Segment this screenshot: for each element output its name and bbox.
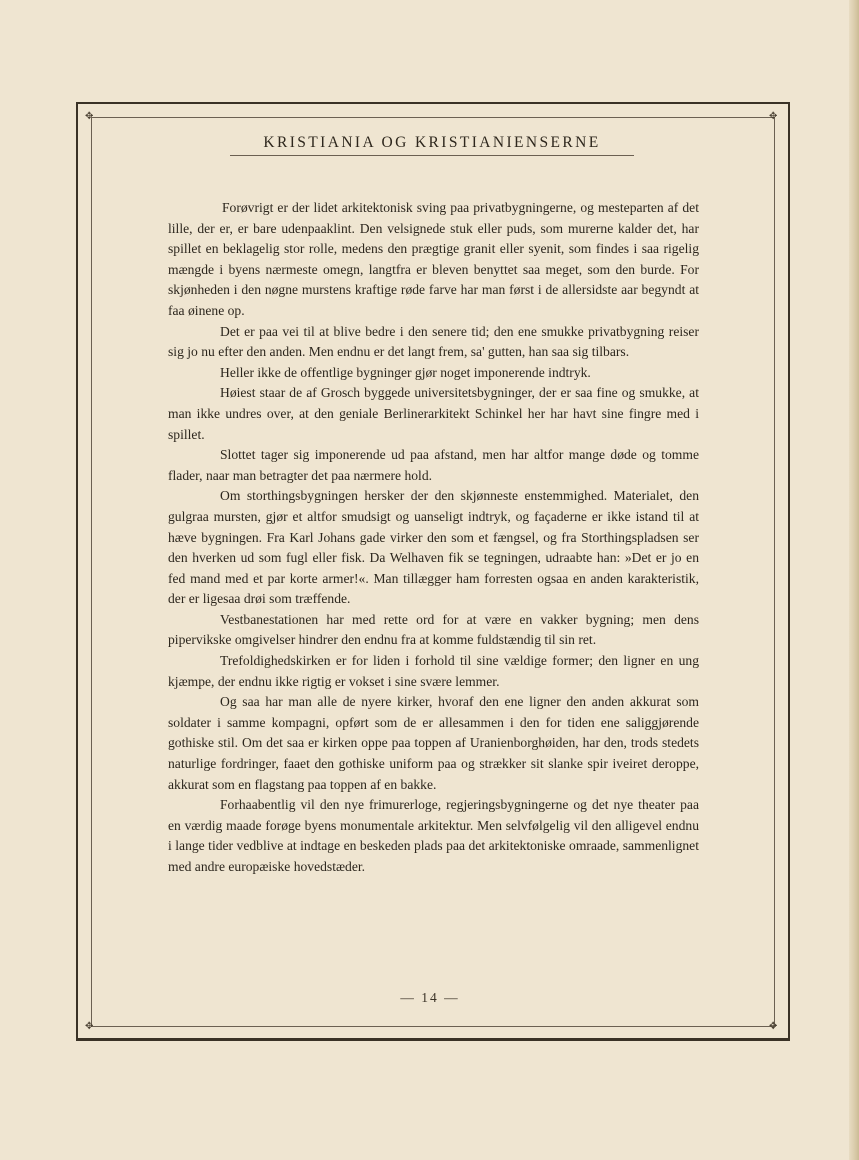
paragraph: Og saa har man alle de nyere kirker, hvoraf den ene ligner den anden akkurat som soldater i samme kompagni, opført som de er allesammen i den for tiden ene saliggjørende gothiske stil. Om det saa er kirken oppe paa toppen af Uranienborghøiden, har den, trods stedets naturlige fordringer, faaet den gothiske uniform paa og strækker sit slanke spir iveiret deroppe, akkurat som en flagstang paa toppen af en bakke. — [168, 694, 699, 792]
paragraph: Vestbanestationen har med rette ord for at være en vakker bygning; men dens pipervikske omgivelser hindrer den endnu fra at komme fuldstændig til sin ret. — [168, 611, 699, 648]
book-page-edge — [849, 0, 859, 1160]
paragraph: Om storthingsbygningen hersker der den skjønneste enstemmighed. Materialet, den gulgraa mursten, gjør et altfor smudsigt og uanseligt indtryk, og façaderne er ikke istand til at hæve bygningen. Fra Karl Johans gade virker den som et fængsel, og fra Storthingspladsen ser den hverken ud som fugl eller fisk. Da Welhaven fik se tegningen, udraabte han: »Det er jo en fed mand med et par korte armer!«. Man tillægger ham forresten ogsaa en anden karakteristik, der er ligesaa drøi som træffende. — [168, 488, 699, 607]
corner-ornament-icon: ✥ — [769, 111, 778, 122]
corner-ornament-icon: ✥ — [769, 1021, 778, 1032]
page-number: — 14 — — [400, 990, 460, 1005]
corner-ornament-icon: ✥ — [85, 111, 94, 122]
corner-ornament-icon: ✥ — [85, 1021, 94, 1032]
paragraph: Forhaabentlig vil den nye frimurerloge, regjeringsbygningerne og det nye theater paa en værdig maade forøge byens monumentale arkitektur. Men selvfølgelig vil den alligevel endnu i lange tider vedblive at indtage en beskeden plads paa det arkitektoniske omraade, sammenlignet med andre europæiske hovedstæder. — [168, 797, 699, 874]
paragraph: Slottet tager sig imponerende ud paa afstand, men har altfor mange døde og tomme flader, naar man betragter det paa nærmere hold. — [168, 447, 699, 483]
paragraph: Forøvrigt er der lidet arkitektonisk sving paa privatbygningerne, og mesteparten af det lille, der er, er bare udenpaaklint. Den velsignede stuk eller puds, som murerne kalder det, har spillet en beklagelig stor rolle, medens den prægtige granit eller syenit, som findes i saa rigelig mængde i byens nærmeste omegn, langtfra er bleven benyttet saa meget, som den burde. For skjønheden i den nøgne murstens kraftige røde farve har man først i de allersidste aar begyndt at faa øinene op. — [168, 200, 699, 318]
running-header — [230, 134, 634, 156]
paragraph: Høiest staar de af Grosch byggede universitetsbygninger, der er saa fine og smukke, at man ikke undres over, at den geniale Berlinerarkitekt Schinkel her har havt sine fingre med i spillet. — [168, 385, 699, 442]
body-text — [168, 198, 699, 878]
page-title: KRISTIANIA OG KRISTIANIENSERNE — [230, 134, 634, 156]
paragraph: Det er paa vei til at blive bedre i den senere tid; den ene smukke privatbygning reiser sig jo nu efter den anden. Men endnu er det langt frem, sa' gutten, han saa sig tilbars. — [168, 323, 699, 360]
paragraph: Heller ikke de offentlige bygninger gjør noget imponerende indtryk. — [220, 364, 591, 380]
paragraph: Trefoldighedskirken er for liden i forhold til sine vældige former; den ligner en ung kjæmpe, der endnu ikke rigtig er vokset i sine svære lemmer. — [168, 653, 699, 689]
